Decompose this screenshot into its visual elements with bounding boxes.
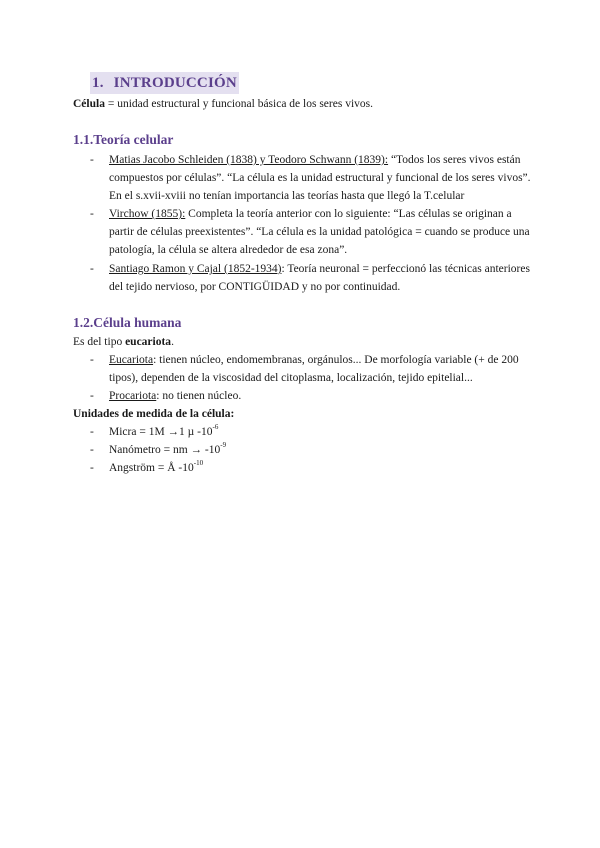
- bullet-dash: -: [90, 426, 94, 438]
- item-text: : no tienen núcleo.: [156, 390, 242, 402]
- list-item-eucariota-line2: tipos), dependen de la viscosidad del citoplasma, localización, tejido epitelial...: [109, 372, 473, 384]
- item-text: : Teoría neuronal = perfeccionó las técnicas anteriores: [281, 263, 530, 275]
- list-item-virchow-line2: partir de células preexistentes”. “La célula es la unidad patológica = cuando se produce una: [109, 226, 530, 238]
- heading-celula-humana: 1.2.Célula humana: [73, 315, 182, 330]
- section-number: 1.: [92, 75, 104, 91]
- unit-exponent: -6: [212, 423, 219, 431]
- list-item-virchow-line1: [109, 205, 512, 223]
- units-heading-text: Unidades de medida de la célula:: [73, 408, 235, 420]
- unit-micra: [109, 423, 218, 441]
- item-label: Procariota: [109, 390, 157, 402]
- unit-text: Micra = 1M →1 µ -10: [109, 426, 213, 438]
- intro-text: Es del tipo: [73, 336, 126, 348]
- intro-end: .: [171, 336, 174, 348]
- section-title-introduccion: [90, 72, 239, 94]
- bullet-dash: -: [90, 390, 94, 402]
- item-text: “Todos los seres vivos están: [388, 154, 521, 166]
- list-item-schleiden-line3: En el s.xvii-xviii no tenían importancia las teorías hasta que llegó la T.celular: [109, 190, 465, 202]
- item-text: : tienen núcleo, endomembranas, orgánulos... De morfología variable (+ de 200: [153, 354, 519, 366]
- bullet-dash: -: [90, 354, 94, 366]
- definition-text: = unidad estructural y funcional básica de los seres vivos.: [104, 98, 373, 110]
- unit-nanometro: [109, 441, 226, 459]
- bullet-dash: -: [90, 462, 94, 474]
- bullet-dash: -: [90, 154, 94, 166]
- unit-text: Nanómetro = nm → -10: [109, 444, 221, 456]
- item-label: Matias Jacobo Schleiden (1838) y Teodoro Schwann (1839):: [109, 154, 389, 166]
- unit-text: Angström = Å -10: [109, 462, 194, 474]
- cell-definition: [73, 95, 373, 113]
- list-item-virchow-line3: patología, la célula se altera alrededor de esa zona”.: [109, 244, 348, 256]
- unit-exponent: -9: [220, 441, 227, 449]
- item-label: Virchow (1855):: [109, 208, 186, 220]
- definition-term: Célula: [73, 98, 105, 110]
- list-item-cajal-line2: del tejido nervioso, por CONTIGÜIDAD y no por continuidad.: [109, 281, 401, 293]
- list-item-eucariota-line1: [109, 351, 519, 369]
- item-text: Completa la teoría anterior con lo siguiente: “Las células se originan a: [185, 208, 512, 220]
- list-item-schleiden-line2: compuestos por células”. “La célula es la unidad estructural y funcional de los seres vivos”.: [109, 172, 531, 184]
- unit-exponent: -10: [193, 459, 204, 467]
- intro-bold: eucariota: [125, 336, 172, 348]
- units-heading: [73, 405, 234, 423]
- bullet-dash: -: [90, 208, 94, 220]
- item-label: Santiago Ramon y Cajal (1852-1934): [109, 263, 282, 275]
- list-item-procariota: [109, 387, 241, 405]
- item-label: Eucariota: [109, 354, 154, 366]
- bullet-dash: -: [90, 444, 94, 456]
- list-item-schleiden-line1: [109, 151, 520, 169]
- list-item-cajal-line1: [109, 260, 530, 278]
- section-title-text: INTRODUCCIÓN: [113, 75, 237, 91]
- cell-type-line: [73, 333, 174, 351]
- bullet-dash: -: [90, 263, 94, 275]
- unit-angstrom: [109, 459, 203, 477]
- heading-teoria-celular: 1.1.Teoría celular: [73, 132, 174, 147]
